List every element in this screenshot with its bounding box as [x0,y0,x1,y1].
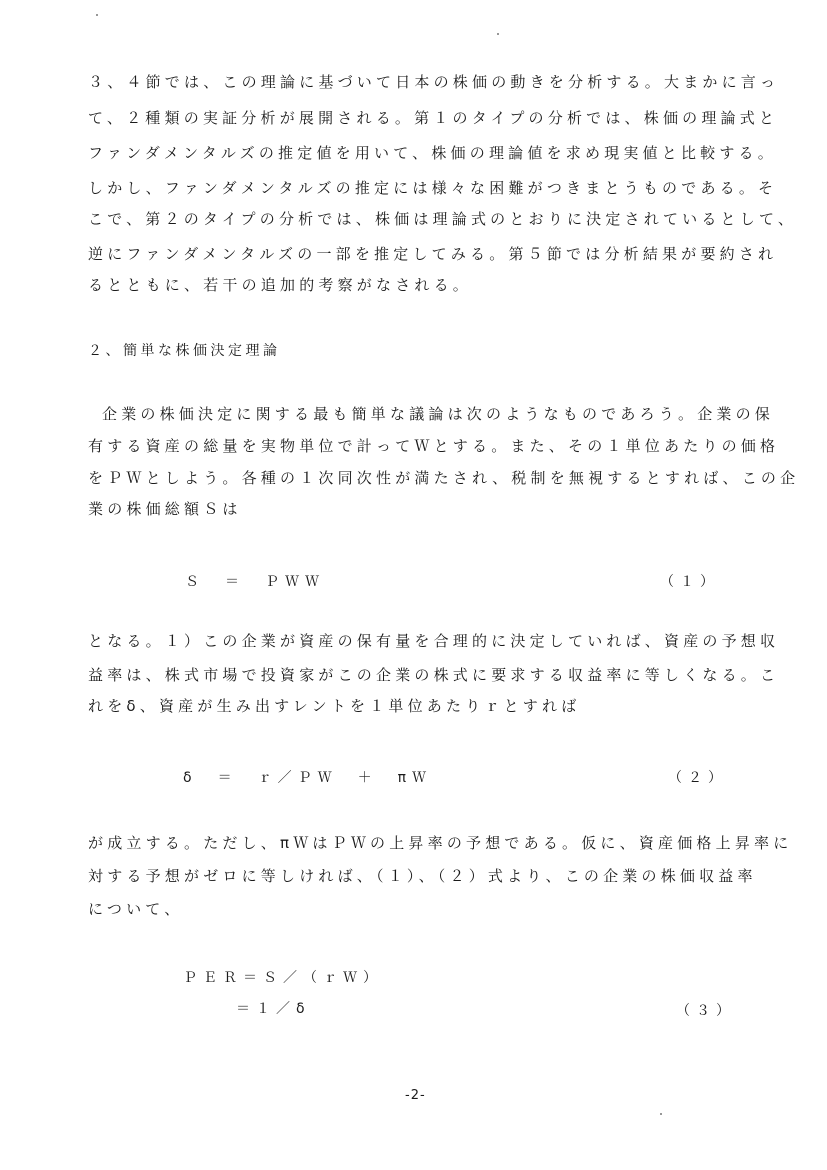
scan-speck [96,14,98,16]
equation-1-number: （１） [660,574,720,590]
equation-2: δ ＝ ｒ／ＰＷ ＋ πＷ [183,770,432,786]
paragraph-2-line: をＰＷとしよう。各種の１次同次性が満たされ、税制を無視するとすれば、この企 [88,469,800,487]
paragraph-1-line: て、２種類の実証分析が展開される。第１のタイプの分析では、株価の理論式と [88,109,779,127]
paragraph-2-line: 企業の株価決定に関する最も簡単な議論は次のようなものであろう。企業の保 [102,405,775,423]
paragraph-4-line: 対する予想がゼロに等しければ、（１）、（２）式より、この企業の株価収益率 [88,867,757,885]
equation-3-number: （３） [676,1003,736,1019]
paragraph-3-line: れをδ、資産が生み出すレントを１単位あたりｒとすれば [88,697,581,715]
paragraph-2-line: 業の株価総額Ｓは [88,500,242,518]
scan-speck [660,1113,662,1115]
paragraph-1-line: しかし、ファンダメンタルズの推定には様々な困難がつきまとうものである。そ [88,179,778,197]
paragraph-1-line: 逆にファンダメンタルズの一部を推定してみる。第５節では分析結果が要約され [88,245,778,263]
paragraph-2-line: 有する資産の総量を実物単位で計ってＷとする。また、その１単位あたりの価格 [88,437,780,455]
paragraph-1-line: こで、第２のタイプの分析では、株価は理論式のとおりに決定されているとして、 [88,210,798,228]
paragraph-1-line: るとともに、若干の追加的考察がなされる。 [88,276,473,294]
equation-3-line-1: ＰＥＲ＝Ｓ／（ｒＷ） [183,970,383,986]
equation-1: Ｓ ＝ ＰＷＷ [185,574,325,590]
paragraph-3-line: 益率は、株式市場で投資家がこの企業の株式に要求する収益率に等しくなる。こ [88,666,780,684]
paragraph-1-line: ファンダメンタルズの推定値を用いて、株価の理論値を求め現実値と比較する。 [88,144,777,162]
paragraph-4-line: について、 [88,900,184,918]
page-number: -2- [405,1088,426,1103]
paragraph-1-line: ３、４節では、この理論に基づいて日本の株価の動きを分析する。大まかに言っ [88,73,780,91]
paragraph-3-line: となる。１）この企業が資産の保有量を合理的に決定していれば、資産の予想収 [88,632,780,650]
section-heading: ２、簡単な株価決定理論 [88,343,281,359]
scan-speck [497,33,499,35]
equation-2-number: （２） [668,770,728,786]
equation-3-line-2: ＝１／δ [236,1001,311,1017]
paragraph-4-line: が成立する。ただし、πＷはＰＷの上昇率の予想である。仮に、資産価格上昇率に [88,834,793,852]
